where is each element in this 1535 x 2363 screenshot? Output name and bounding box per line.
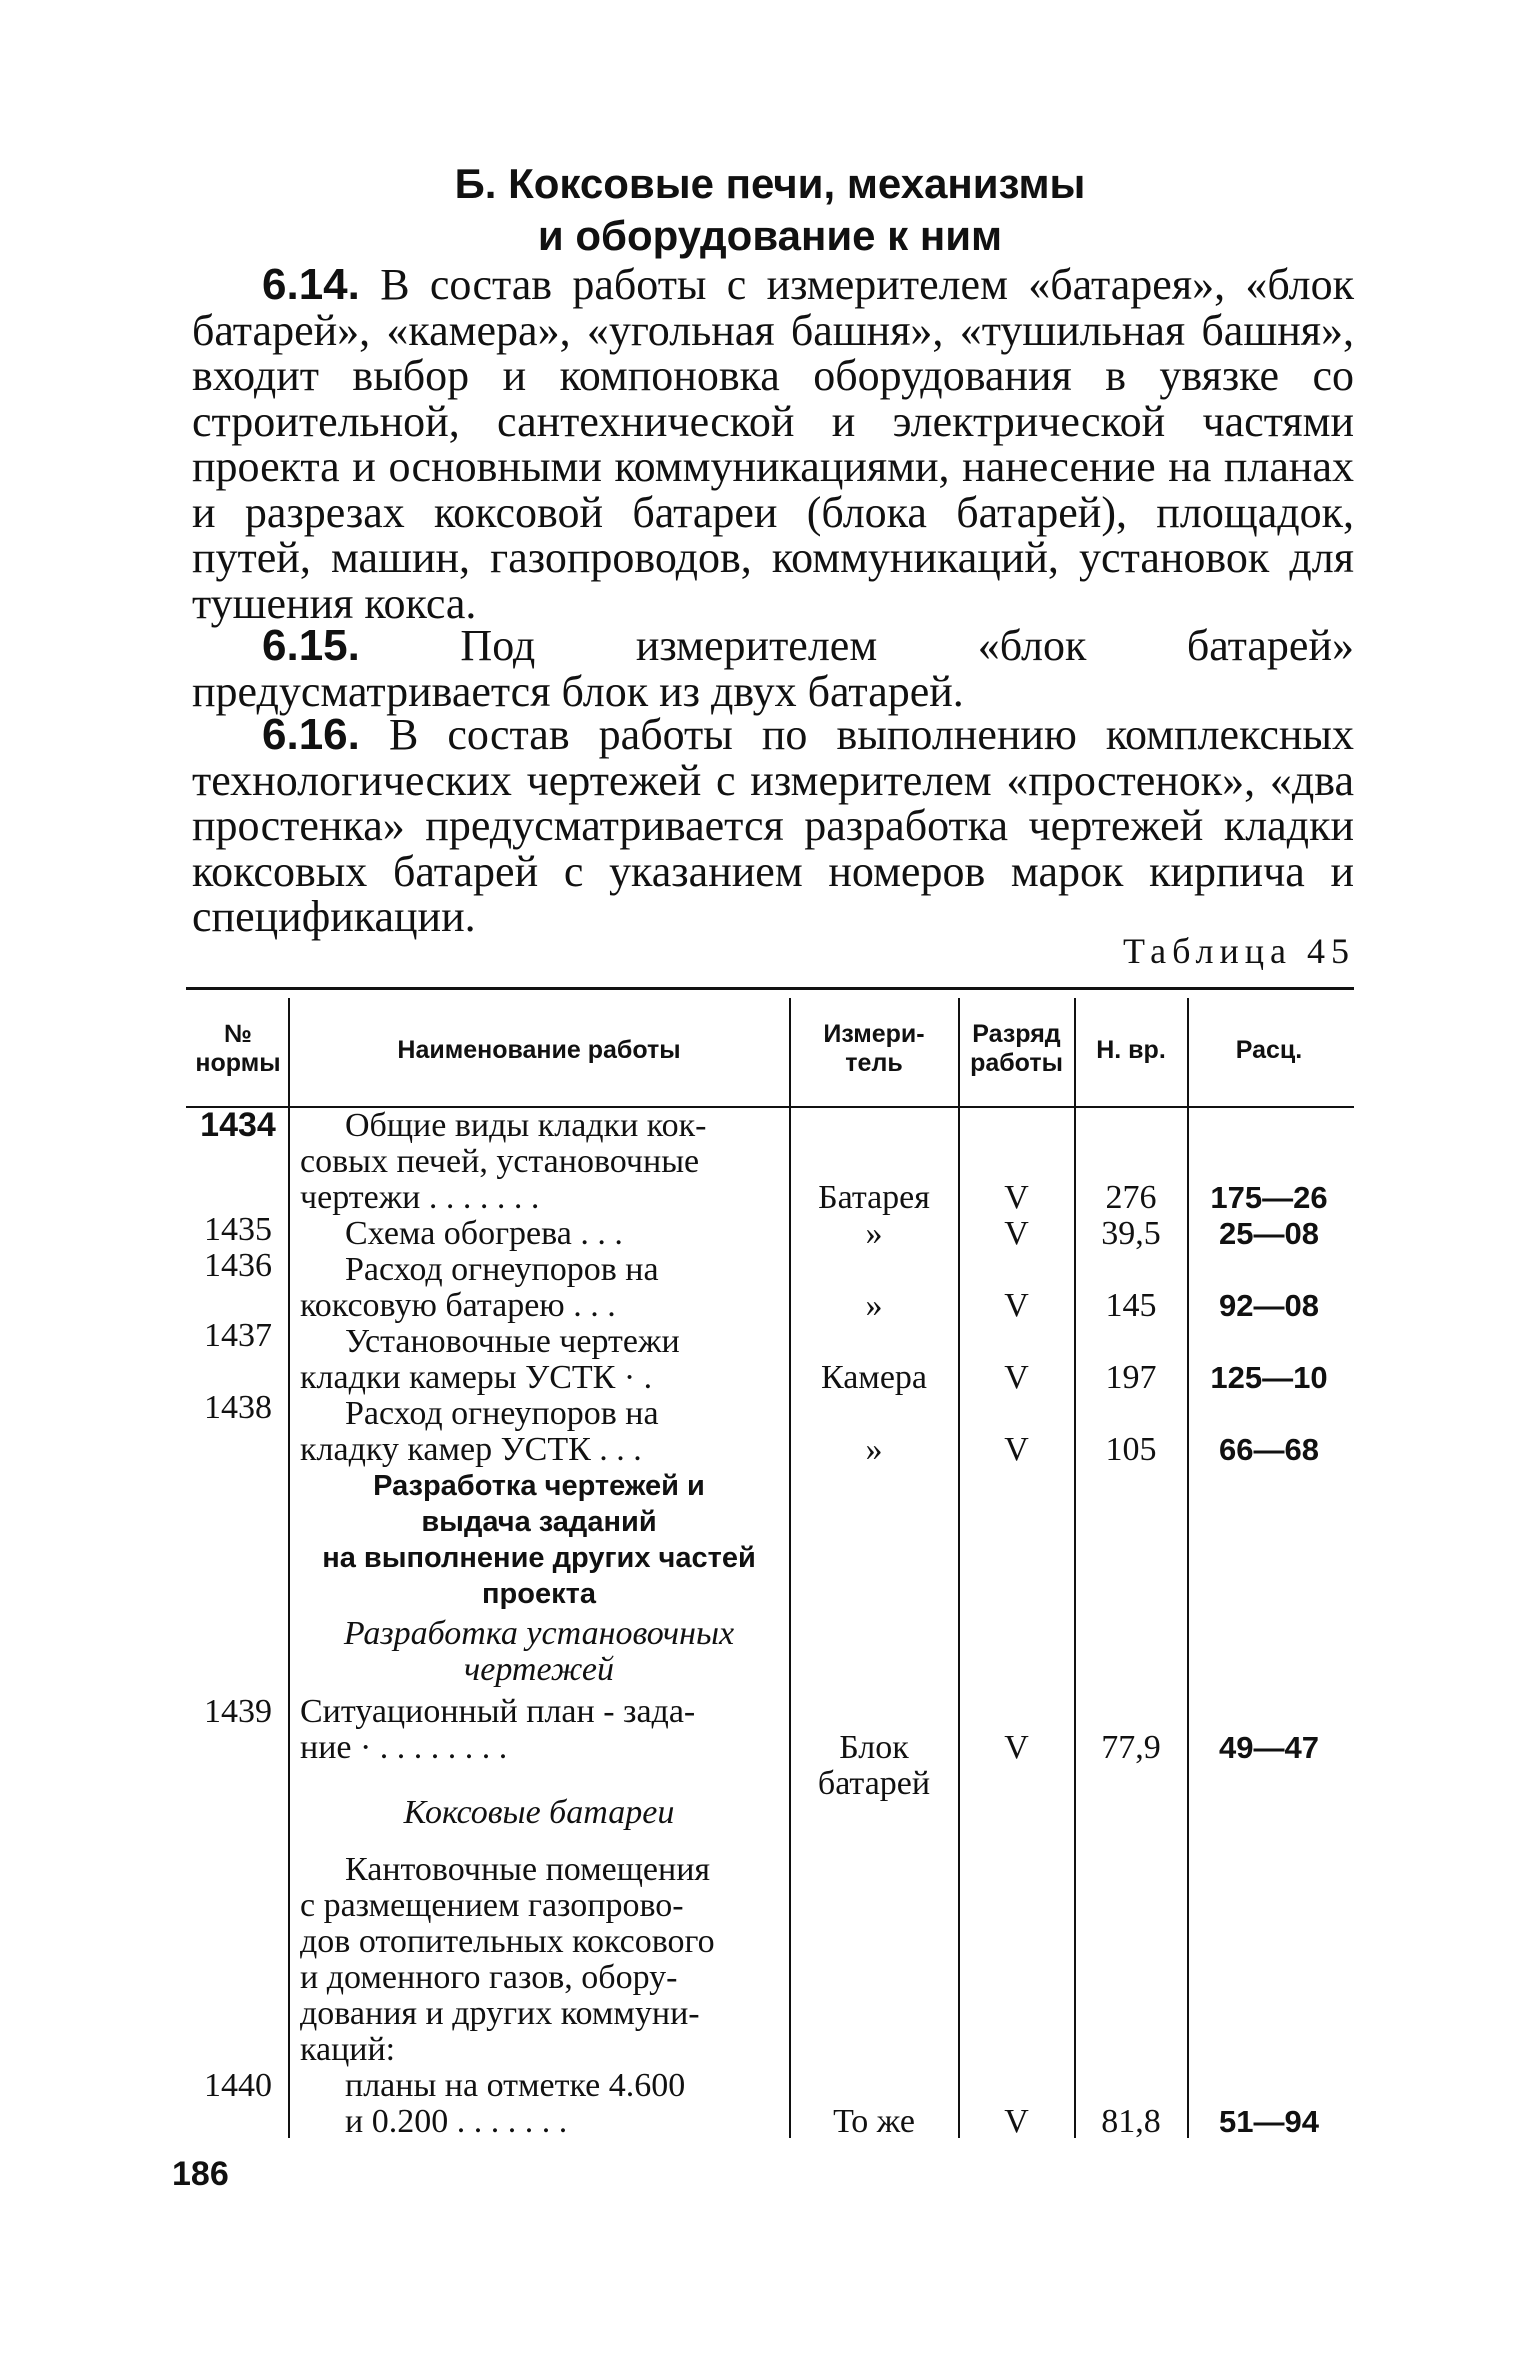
norm-number: 1438: [204, 1389, 272, 1426]
header-number-line: №: [224, 1020, 252, 1048]
norm-number: 1437: [204, 1317, 272, 1354]
norm-number: 1435: [204, 1211, 272, 1248]
rate-cell: 92—08: [1219, 1288, 1319, 1323]
paragraph-number: 6.14.: [262, 260, 360, 309]
unit-cell: батарей: [817, 1765, 931, 1802]
header-rate-line: Расц.: [1235, 1036, 1303, 1064]
grade-cell: V: [1004, 1287, 1029, 1324]
paragraph-text: В состав работы с измерителем «батарея», «блок батарей», «камера», «угольная башня», «тушильная башня», входит выбор и компоновка оборудования в увязке со строительной, сантехнической и электрической частями проекта и основными коммуникациями, нанесение на планах и разрезах коксовой батареи (блока батарей), площадок, путей, машин, газопроводов, коммуникаций, установок для тушения кокса.: [192, 260, 1355, 628]
column-divider: [789, 998, 791, 2138]
hours-cell: 276: [1105, 1179, 1157, 1216]
page-number: 186: [172, 2155, 229, 2193]
header-unit: [791, 1020, 957, 1078]
work-name-line: кладку камер УСТК . . .: [300, 1432, 642, 1468]
hours-cell: 39,5: [1101, 1215, 1161, 1252]
paragraph-number: 6.16.: [262, 710, 360, 759]
unit-cell: »: [865, 1287, 883, 1324]
header-hours: [1076, 1036, 1186, 1065]
work-name-line: Общие виды кладки кок-: [345, 1108, 707, 1144]
work-name-line: и 0.200 . . . . . . .: [345, 2104, 568, 2140]
work-name-line: Расход огнеупоров на: [345, 1252, 659, 1288]
header-number: [188, 1020, 288, 1078]
work-name-line: с размещением газопрово-: [300, 1888, 684, 1924]
work-name-line: Ситуационный план - зада-: [300, 1694, 696, 1730]
grade-cell: V: [1004, 1359, 1029, 1396]
table-top-rule: [186, 987, 1354, 990]
hours-cell: 77,9: [1101, 1729, 1161, 1766]
unit-cell: То же: [833, 2103, 915, 2140]
work-name-line: каций:: [300, 2032, 396, 2068]
paragraph-6-15: [192, 623, 1354, 714]
grade-cell: V: [1004, 1215, 1029, 1252]
paragraph-6-16: [192, 712, 1354, 940]
italic-subheading: Коксовые батареи: [403, 1795, 675, 1831]
grade-cell: V: [1004, 1179, 1029, 1216]
work-name-line: Установочные чертежи: [345, 1324, 680, 1360]
unit-cell: Батарея: [818, 1179, 930, 1216]
rate-cell: 66—68: [1219, 1432, 1319, 1467]
header-grade-line: Разряд: [972, 1020, 1061, 1048]
column-divider: [288, 998, 290, 2138]
hours-cell: 105: [1105, 1431, 1157, 1468]
section-subheading: проекта: [482, 1578, 596, 1610]
header-hours-line: Н. вр.: [1096, 1036, 1166, 1064]
hours-cell: 81,8: [1101, 2103, 1161, 2140]
paragraph-text: Под измерителем «блок батарей» предусматривается блок из двух батарей.: [192, 621, 1355, 716]
hours-cell: 197: [1105, 1359, 1157, 1396]
table-caption: Таблица 45: [1123, 931, 1355, 971]
section-heading: [190, 158, 1350, 262]
unit-cell: Камера: [820, 1359, 928, 1396]
norm-number: 1439: [204, 1693, 272, 1730]
section-heading-line-1: Б. Коксовые печи, механизмы: [454, 160, 1086, 207]
header-grade-line: работы: [970, 1049, 1063, 1077]
italic-subheading: чертежей: [464, 1652, 614, 1688]
header-rate: [1189, 1036, 1349, 1065]
rate-cell: 49—47: [1219, 1730, 1319, 1765]
header-unit-line: тель: [845, 1049, 903, 1077]
paragraph-6-14: [192, 262, 1354, 626]
header-unit-line: Измери-: [823, 1020, 925, 1048]
rate-cell: 25—08: [1219, 1216, 1319, 1251]
work-name-line: кладки камеры УСТК · .: [300, 1360, 653, 1396]
section-subheading: на выполнение других частей: [322, 1542, 756, 1574]
unit-cell: Блок: [839, 1729, 909, 1766]
work-name-line: дов отопительных коксового: [300, 1924, 715, 1960]
rate-cell: 175—26: [1210, 1180, 1328, 1215]
work-name-line: коксовую батарею . . .: [300, 1288, 616, 1324]
header-number-line: нормы: [195, 1049, 281, 1077]
work-name-line: чертежи . . . . . . .: [300, 1180, 540, 1216]
norm-number: 1440: [204, 2067, 272, 2104]
grade-cell: V: [1004, 1431, 1029, 1468]
work-name-line: и доменного газов, обору-: [300, 1960, 678, 1996]
norm-number: 1434: [200, 1106, 276, 1144]
work-name-line: планы на отметке 4.600: [345, 2068, 686, 2104]
column-divider: [1074, 998, 1076, 2138]
unit-cell: »: [865, 1215, 883, 1252]
work-name-line: дования и других коммуни-: [300, 1996, 700, 2032]
column-divider: [1187, 998, 1189, 2138]
unit-cell: »: [865, 1431, 883, 1468]
paragraph-text: В состав работы по выполнению комплексных технологических чертежей с измерителем «простенок», «два простенка» предусматривается разработка чертежей кладки коксовых батарей с указанием номеров марок кирпича и спецификации.: [192, 710, 1354, 941]
section-heading-line-2: и оборудование к ним: [537, 212, 1003, 259]
work-name-line: Схема обогрева . . .: [345, 1216, 623, 1252]
work-name-line: Расход огнеупоров на: [345, 1396, 659, 1432]
header-name: [290, 1036, 788, 1065]
paragraph-number: 6.15.: [262, 621, 360, 670]
section-subheading: Разработка чертежей и: [373, 1470, 705, 1502]
grade-cell: V: [1004, 1729, 1029, 1766]
work-name-line: Кантовочные помещения: [345, 1852, 711, 1888]
rate-cell: 125—10: [1210, 1360, 1328, 1395]
grade-cell: V: [1004, 2103, 1029, 2140]
rate-cell: 51—94: [1219, 2104, 1319, 2139]
header-grade: [960, 1020, 1073, 1078]
section-subheading: выдача заданий: [421, 1506, 657, 1538]
hours-cell: 145: [1105, 1287, 1157, 1324]
italic-subheading: Разработка установочных: [343, 1616, 735, 1652]
work-name-line: ние · . . . . . . . .: [300, 1730, 508, 1766]
work-name-line: совых печей, установочные: [300, 1144, 700, 1180]
norm-number: 1436: [204, 1247, 272, 1284]
header-name-line: Наименование работы: [397, 1036, 681, 1064]
column-divider: [958, 998, 960, 2138]
